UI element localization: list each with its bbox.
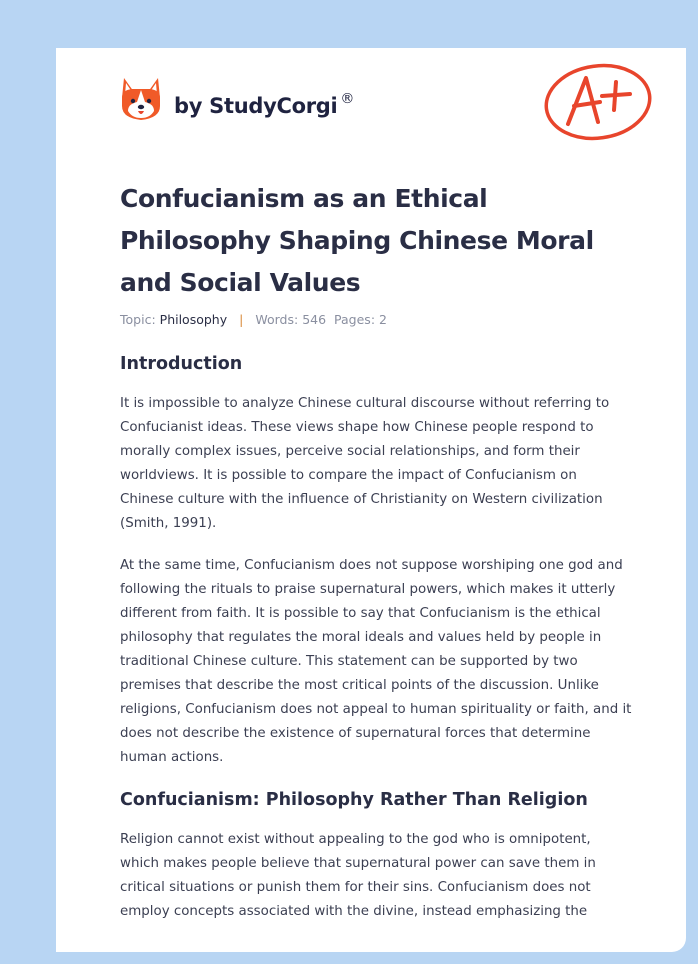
topic-label: Topic:	[120, 312, 156, 327]
document-card	[56, 48, 686, 952]
article-body	[120, 350, 632, 924]
header	[120, 74, 640, 138]
a-plus-grade-icon	[540, 60, 654, 144]
topic-link[interactable]: Philosophy	[159, 312, 228, 327]
registered-mark: ®	[340, 91, 355, 107]
pages-value: 2	[379, 312, 387, 327]
paragraph: At the same time, Confucianism does not suppose worshiping one god and following the rituals to praise supernatural powers, which makes it utterly different from faith. It is possible to say that Confucianism is the ethical philosophy that regulates the moral ideals and values held by people in traditional Chinese culture. This statement can be supported by two premises that describe the most critical points of the discussion. Unlike religions, Confucianism does not appeal to human spirituality or faith, and it does not describe the existence of supernatural forces that determine human actions.	[120, 558, 632, 765]
brand-text: by StudyCorgi	[174, 94, 338, 118]
article-title: Confucianism as an Ethical Philosophy Shaping Chinese Moral and Social Values	[120, 184, 594, 297]
section-heading-philosophy-not-religion: Confucianism: Philosophy Rather Than Religion	[120, 790, 588, 810]
pages-label: Pages:	[334, 312, 376, 327]
paragraph: It is impossible to analyze Chinese cultural discourse without referring to Confucianist ideas. These views shape how Chinese people respond to morally complex issues, perceive social relationships, and form their worldviews. It is possible to compare the impact of Confucianism on Chinese culture with the influence of Christianity on Western civilization (Smith, 1991).	[120, 396, 610, 531]
words-label: Words:	[255, 312, 299, 327]
meta-separator: |	[239, 312, 244, 327]
brand-name[interactable]	[174, 91, 355, 118]
article-meta	[120, 312, 387, 327]
words-value: 546	[302, 312, 327, 327]
section-heading-introduction: Introduction	[120, 354, 243, 374]
corgi-logo-icon[interactable]	[120, 76, 162, 122]
paragraph: Religion cannot exist without appealing to the god who is omnipotent, which makes people believe that supernatural power can save them in critical situations or punish them for their sins. Confucianism does not employ concepts associated with the divine, instead emphasizing the	[120, 832, 596, 919]
